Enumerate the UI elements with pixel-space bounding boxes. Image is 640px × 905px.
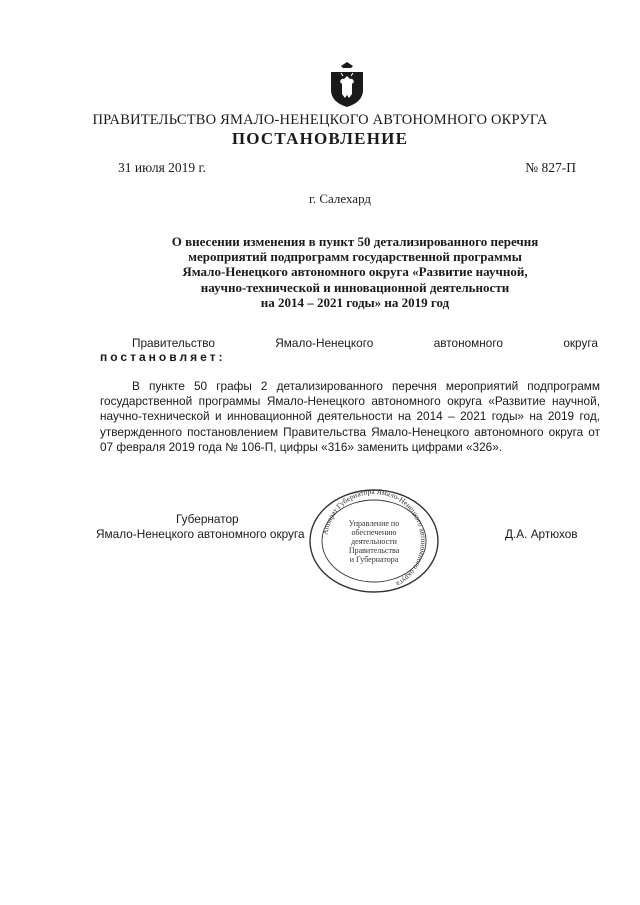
preamble-word: автономного <box>433 336 503 350</box>
preamble-word: Правительство <box>132 336 215 350</box>
preamble-word: округа <box>563 336 598 350</box>
preamble-word: Ямало-Ненецкого <box>275 336 374 350</box>
document-date: 31 июля 2019 г. <box>118 160 206 175</box>
preamble-line <box>100 336 598 350</box>
document-number: № 827-П <box>525 160 576 175</box>
heading-line: научно-технической и инновационной деятельности <box>200 279 510 295</box>
document-city: г. Салехард <box>308 191 372 206</box>
stamp-ring-text: Аппарат Губернатора Ямало-Ненецкого автономного округа <box>320 488 429 589</box>
stamp-text-line: обеспечению <box>351 528 397 537</box>
decree-word: постановляет: <box>100 350 226 364</box>
stamp-text-line: Правительства <box>348 546 400 555</box>
stamp-text-line: и Губернатора <box>349 555 399 564</box>
heading-line: Ямало-Ненецкого автономного округа «Развитие научной, <box>182 264 528 280</box>
heading-line: О внесении изменения в пункт 50 детализированного перечня <box>171 234 539 249</box>
heading-line: мероприятий подпрограмм государственной программы <box>188 249 522 265</box>
heading-line: на 2014 – 2021 годы» на 2019 год <box>260 294 450 310</box>
stamp-text-line: деятельности <box>351 537 397 546</box>
official-stamp <box>308 488 440 594</box>
document-type: ПОСТАНОВЛЕНИЕ <box>231 129 409 148</box>
document-heading <box>120 234 590 310</box>
yanao-coat-of-arms-icon <box>327 62 367 108</box>
government-title: ПРАВИТЕЛЬСТВО ЯМАЛО-НЕНЕЦКОГО АВТОНОМНОГО ОКРУГА <box>92 112 548 128</box>
signatory-position-line1: Губернатор <box>176 512 239 526</box>
signatory-name: Д.А. Артюхов <box>505 527 578 541</box>
signatory-position-line2: Ямало-Ненецкого автономного округа <box>96 527 305 541</box>
stamp-text-line: Управление по <box>348 519 400 528</box>
body-text: В пункте 50 графы 2 детализированного перечня мероприятий подпрограмм государственной программы Ямало-Ненецкого автономного округа «Развитие научной, научно-технической и инновационной деятельности на 2014 – 2021 годы» на 2019 год, утвержденного постановлением Правительства Ямало-Ненецкого автономного округа от 07 февраля 2019 года № 106-П, цифры «316» заменить цифрами «326». <box>100 379 600 454</box>
body-paragraph <box>100 379 600 455</box>
